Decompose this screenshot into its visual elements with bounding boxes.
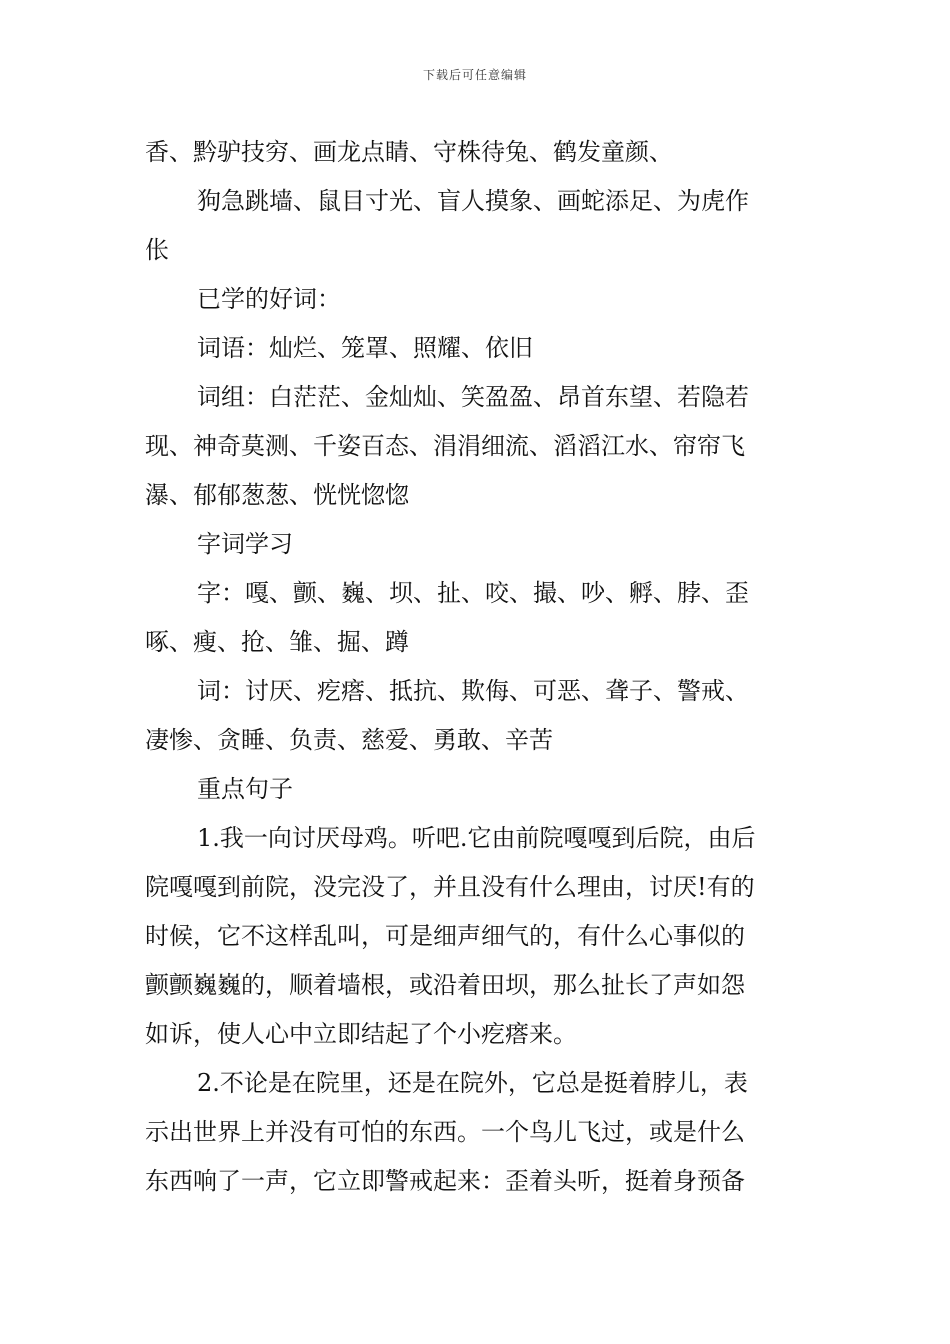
text-line: 示出世界上并没有可怕的东西。一个鸟儿飞过，或是什么 (145, 1118, 745, 1146)
document-body (145, 128, 810, 1206)
text-line: 凄惨、贪睡、负责、慈爱、勇敢、辛苦 (145, 726, 553, 754)
text-line: 狗急跳墙、鼠目寸光、盲人摸象、画蛇添足、为虎作 (197, 187, 749, 215)
section-heading: 重点句子 (197, 775, 293, 803)
text-line: 如诉，使人心中立即结起了个小疙瘩来。 (145, 1020, 577, 1048)
text-line: 2.不论是在院里，还是在院外，它总是挺着脖儿，表 (197, 1069, 748, 1097)
text-line: 院嘎嘎到前院，没完没了，并且没有什么理由，讨厌!有的 (145, 873, 755, 901)
page-header-note: 下载后可任意编辑 (422, 68, 527, 82)
text-line: 东西响了一声，它立即警戒起来：歪着头听，挺着身预备 (145, 1167, 745, 1195)
text-line: 词组：白茫茫、金灿灿、笑盈盈、昂首东望、若隐若 (197, 383, 749, 411)
text-line: 瀑、郁郁葱葱、恍恍惚惚 (145, 481, 409, 509)
text-line: 现、神奇莫测、千姿百态、涓涓细流、滔滔江水、帘帘飞 (145, 432, 745, 460)
section-heading: 字词学习 (197, 530, 293, 558)
text-line: 词语：灿烂、笼罩、照耀、依旧 (197, 334, 533, 362)
text-line: 1.我一向讨厌母鸡。听吧.它由前院嘎嘎到后院，由后 (197, 824, 756, 852)
text-line: 颤颤巍巍的，顺着墙根，或沿着田坝，那么扯长了声如怨 (145, 971, 745, 999)
text-line: 香、黔驴技穷、画龙点睛、守株待兔、鹤发童颜、 (145, 138, 673, 166)
text-line: 伥 (145, 236, 169, 264)
text-line: 啄、瘦、抢、雏、掘、蹲 (145, 628, 409, 656)
text-line: 字：嘎、颤、巍、坝、扯、咬、撮、吵、孵、脖、歪 (197, 579, 749, 607)
text-line: 词：讨厌、疙瘩、抵抗、欺侮、可恶、聋子、警戒、 (197, 677, 749, 705)
text-line: 时候，它不这样乱叫，可是细声细气的，有什么心事似的 (145, 922, 745, 950)
section-heading: 已学的好词： (197, 285, 341, 313)
